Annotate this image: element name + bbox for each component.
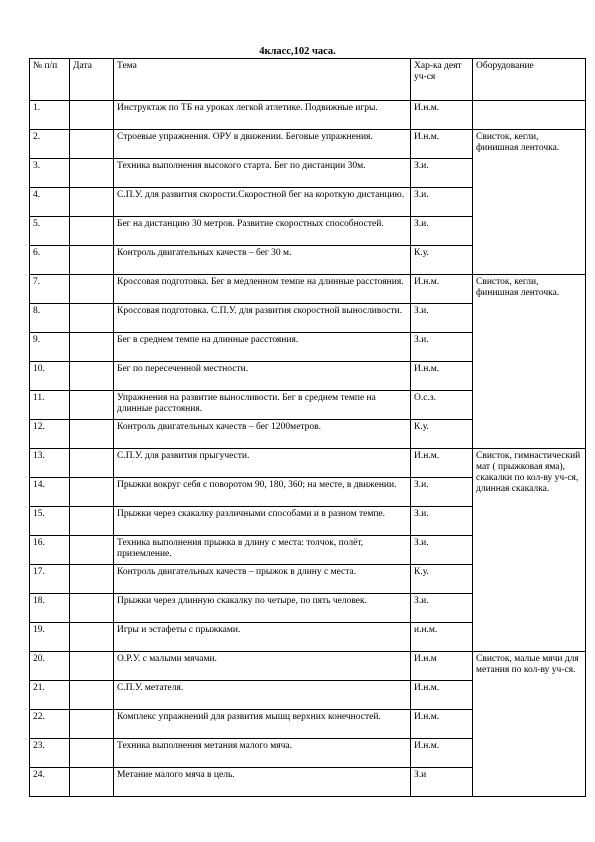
row-num: 8. <box>30 304 70 333</box>
row-type: И.н.м. <box>411 710 473 739</box>
row-num: 3. <box>30 159 70 188</box>
row-type: И.н.м. <box>411 739 473 768</box>
row-topic: Кроссовая подготовка. Бег в медленном темпе на длинные расстояния. <box>114 275 411 304</box>
row-num: 19. <box>30 623 70 652</box>
row-date <box>70 507 114 536</box>
row-topic: Контроль двигательных качеств – прыжок в длину с места. <box>114 565 411 594</box>
row-topic: С.П.У. для развития скорости.Скоростной бег на короткую дистанцию. <box>114 188 411 217</box>
row-date <box>70 275 114 304</box>
row-num: 5. <box>30 217 70 246</box>
row-topic: Упражнения на развитие выносливости. Бег в среднем темпе на длинные расстояния. <box>114 391 411 420</box>
row-type: З.и. <box>411 536 473 565</box>
row-type: И.н.м. <box>411 449 473 478</box>
row-num: 6. <box>30 246 70 275</box>
row-num: 4. <box>30 188 70 217</box>
row-date <box>70 362 114 391</box>
row-date <box>70 420 114 449</box>
row-num: 24. <box>30 768 70 797</box>
row-num: 15. <box>30 507 70 536</box>
row-topic: Метание малого мяча в цель. <box>114 768 411 797</box>
row-topic: Прыжки через длинную скакалку по четыре, по пять человек. <box>114 594 411 623</box>
row-date <box>70 391 114 420</box>
row-type: О.с.з. <box>411 391 473 420</box>
equipment-cell: Свисток, гимнастический мат ( прыжковая яма), скакалки по кол-ву уч-ся, длинная скакалка. <box>473 449 586 652</box>
row-num: 21. <box>30 681 70 710</box>
row-num: 10. <box>30 362 70 391</box>
row-topic: Прыжки через скакалку различными способами и в разном темпе. <box>114 507 411 536</box>
header-topic: Тема <box>114 59 411 101</box>
table-row <box>30 652 586 681</box>
row-type: З.и. <box>411 217 473 246</box>
row-date <box>70 652 114 681</box>
header-equipment: Оборудование <box>473 59 586 101</box>
row-date <box>70 449 114 478</box>
equipment-cell: Свисток, малые мячи для метания по кол-ву уч-ся. <box>473 652 586 797</box>
row-topic: Бег на дистанцию 30 метров. Развитие скоростных способностей. <box>114 217 411 246</box>
row-type: И.н.м. <box>411 362 473 391</box>
row-num: 1. <box>30 101 70 130</box>
row-date <box>70 217 114 246</box>
row-num: 18. <box>30 594 70 623</box>
row-num: 9. <box>30 333 70 362</box>
row-date <box>70 739 114 768</box>
row-topic: Бег в среднем темпе на длинные расстояния. <box>114 333 411 362</box>
row-date <box>70 768 114 797</box>
table-row <box>30 449 586 478</box>
row-type: З.и. <box>411 304 473 333</box>
row-date <box>70 101 114 130</box>
row-topic: Бег по пересеченной местности. <box>114 362 411 391</box>
row-type: и.н.м. <box>411 623 473 652</box>
table-row <box>30 130 586 159</box>
row-topic: Игры и эстафеты с прыжками. <box>114 623 411 652</box>
row-type: К.у. <box>411 246 473 275</box>
row-date <box>70 304 114 333</box>
row-topic: О.Р.У. с малыми мячами. <box>114 652 411 681</box>
row-type: З.и <box>411 768 473 797</box>
row-num: 11. <box>30 391 70 420</box>
row-num: 16. <box>30 536 70 565</box>
row-equipment <box>473 101 586 130</box>
row-type: З.и. <box>411 188 473 217</box>
row-date <box>70 246 114 275</box>
row-date <box>70 536 114 565</box>
row-topic: Комплекс упражнений для развития мышц верхних конечностей. <box>114 710 411 739</box>
row-topic: Строевые упражнения. ОРУ в движении. Беговые упражнения. <box>114 130 411 159</box>
header-date: Дата <box>70 59 114 101</box>
row-topic: Кроссовая подготовка. С.П.У. для развития скоростной выносливости. <box>114 304 411 333</box>
row-num: 20. <box>30 652 70 681</box>
row-date <box>70 159 114 188</box>
row-type: К.у. <box>411 565 473 594</box>
row-type: К.у. <box>411 420 473 449</box>
table-row <box>30 101 586 130</box>
row-num: 17. <box>30 565 70 594</box>
row-date <box>70 565 114 594</box>
row-topic: Техника выполнения прыжка в длину с места: толчок, полёт, приземление. <box>114 536 411 565</box>
equipment-cell: Свисток, кегли, финишная ленточка. <box>473 130 586 275</box>
row-type: З.и. <box>411 478 473 507</box>
row-type: И.н.м. <box>411 275 473 304</box>
table-header-row <box>30 59 586 101</box>
row-num: 23. <box>30 739 70 768</box>
row-num: 2. <box>30 130 70 159</box>
row-type: З.и. <box>411 159 473 188</box>
row-date <box>70 681 114 710</box>
row-topic: С.П.У. для развития прыгучести. <box>114 449 411 478</box>
row-num: 14. <box>30 478 70 507</box>
row-date <box>70 623 114 652</box>
lesson-plan-table <box>29 58 586 797</box>
row-num: 7. <box>30 275 70 304</box>
row-date <box>70 594 114 623</box>
header-type: Хар-ка деят уч-ся <box>411 59 473 101</box>
row-type: И.н.м <box>411 652 473 681</box>
row-type: И.н.м. <box>411 130 473 159</box>
row-date <box>70 478 114 507</box>
row-topic: Техника выполнения метания малого мяча. <box>114 739 411 768</box>
row-date <box>70 333 114 362</box>
row-date <box>70 130 114 159</box>
row-num: 12. <box>30 420 70 449</box>
row-topic: Контроль двигательных качеств – бег 1200метров. <box>114 420 411 449</box>
row-date <box>70 188 114 217</box>
row-type: И.н.м. <box>411 101 473 130</box>
equipment-cell: Свисток, кегли, финишная ленточка. <box>473 275 586 449</box>
row-type: З.и. <box>411 333 473 362</box>
row-num: 22. <box>30 710 70 739</box>
row-type: З.и. <box>411 594 473 623</box>
row-topic: Техника выполнения высокого старта. Бег по дистанции 30м. <box>114 159 411 188</box>
header-num: № п/п <box>30 59 70 101</box>
page-title: 4класс,102 часа. <box>259 46 336 57</box>
row-topic: Инструктаж по ТБ на уроках легкой атлетике. Подвижные игры. <box>114 101 411 130</box>
row-topic: Прыжки вокруг себя с поворотом 90, 180, 360; на месте, в движении. <box>114 478 411 507</box>
table-row <box>30 275 586 304</box>
row-date <box>70 710 114 739</box>
row-topic: С.П.У. метателя. <box>114 681 411 710</box>
row-num: 13. <box>30 449 70 478</box>
row-type: З.и. <box>411 507 473 536</box>
row-topic: Контроль двигательных качеств – бег 30 м. <box>114 246 411 275</box>
row-type: И.н.м. <box>411 681 473 710</box>
